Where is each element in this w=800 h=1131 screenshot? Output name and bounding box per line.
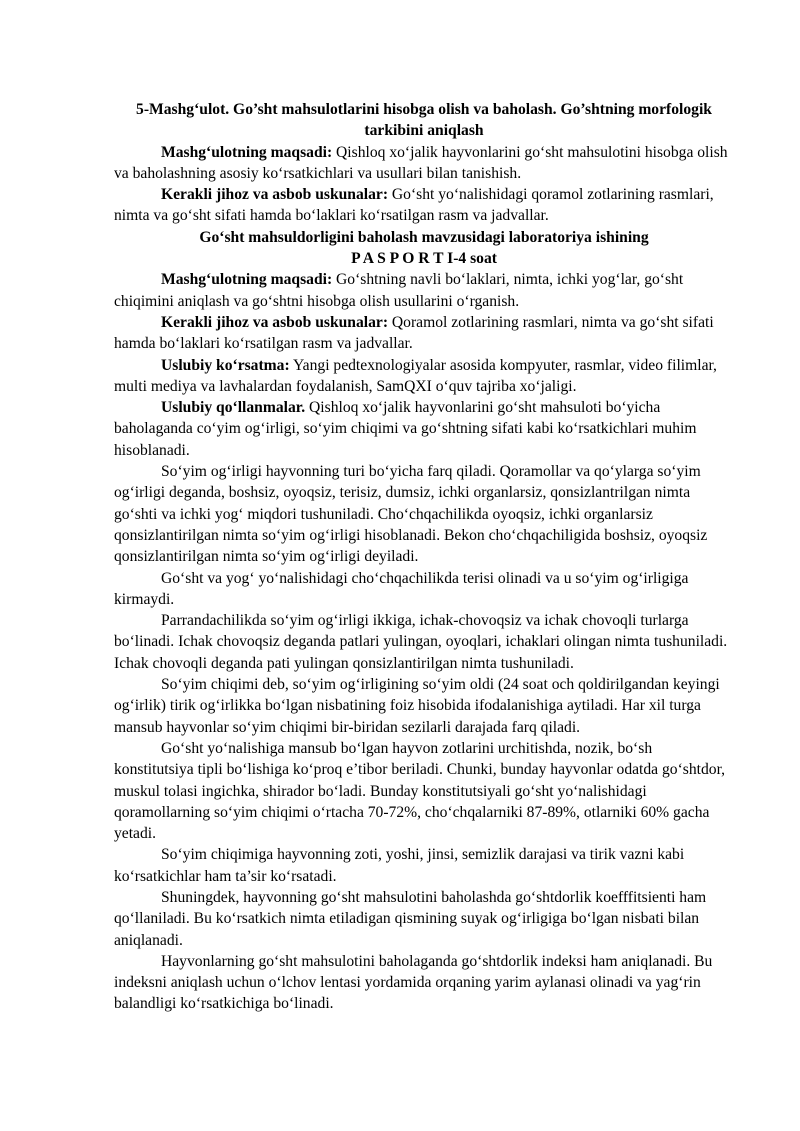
goal-label: Mashg‘ulotning maqsadi:: [161, 143, 333, 161]
paragraph-lab-goal: [114, 269, 734, 312]
paragraph-meatiness-index: Hayvonlarning go‘sht mahsulotini baholaganda go‘shtdorlik indeksi ham aniqlanadi. Bu indeksni aniqlash uchun o‘lchov lentasi yordamida orqaning yarim aylanasi olinadi va yag‘rin balandligi ko‘rsatkichiga bo‘linadi.: [114, 952, 713, 1013]
goal-text: Qishloq xo‘jalik hayvonlarini go‘sht mahsulotini hisobga olish va baholashning asosiy ko‘rsatkichlari va usullari bilan tanishish.: [114, 143, 728, 182]
lab-equipment-label: Kerakli jihoz va asbob uskunalar:: [161, 313, 389, 331]
method-manuals-label: Uslubiy qo‘llanmalar.: [161, 399, 306, 417]
paragraph-poultry: Parrandachilikda so‘yim og‘irligi ikkiga, ichak-chovoqsiz va ichak chovoqli turlarga bo‘linadi. Ichak chovoqsiz deganda patlari yulingan, oyoqlari, ichaklari olingan nimta tushuniladi. Ichak chovoqli deganda pati yulingan qonsizlantirilgan nimta tushuniladi.: [114, 612, 728, 672]
paragraph-method-manuals: [114, 397, 734, 461]
lab-equipment-text: Qoramol zotlarining rasmlari, nimta va go‘sht sifati hamda bo‘laklari ko‘rsatilgan rasm va jadvallar.: [114, 313, 714, 353]
paragraph-method-guidance: [114, 355, 734, 398]
method-manuals-text: Qishloq xo‘jalik hayvonlarini go‘sht mahsuloti bo‘yicha baholaganda co‘yim og‘irligi, so‘yim chiqimi va go‘shtning sifati kabi ko‘rsatkichlari muhim hisoblanadi.: [114, 399, 697, 459]
document-page: [114, 99, 734, 1015]
document-title: 5-Mashg‘ulot. Go’sht mahsulotlarini hisobga olish va baholash. Go’shtning morfologik tarkibini aniqlash: [136, 101, 712, 140]
paragraph-yield-factors: So‘yim chiqimiga hayvonning zoti, yoshi, jinsi, semizlik darajasi va tirik vazni kabi ko‘rsatkichlar ham ta’sir ko‘rsatadi.: [114, 846, 685, 885]
section-heading: Go‘sht mahsuldorligini baholash mavzusidagi laboratoriya ishining: [199, 228, 649, 246]
paragraph-slaughter-yield: So‘yim chiqimi deb, so‘yim og‘irligining so‘yim oldi (24 soat och qoldirilgandan keyingi og‘irlik) tirik og‘irlikka bo‘lgan nisbatining foiz hisobida ifodalanishiga aytiladi. Har xil turga mansub hayvonlar so‘yim chiqimi bir-biridan sezilarli darajada farq qiladi.: [114, 676, 720, 736]
method-guidance-label: Uslubiy ko‘rsatma:: [161, 356, 290, 374]
section-subheading: P A S P O R T I-4 soat: [351, 250, 497, 268]
equipment-label: Kerakli jihoz va asbob uskunalar:: [161, 186, 389, 204]
method-guidance-text: Yangi pedtexnologiyalar asosida kompyuter, rasmlar, video filimlar, multi mediya va lavhalardan foydalanish, SamQXI o‘quv tajriba xo‘jaligi.: [114, 356, 717, 395]
paragraph-slaughter-weight: So‘yim og‘irligi hayvonning turi bo‘yicha farq qiladi. Qoramollar va qo‘ylarga so‘yim og‘irligi deganda, boshsiz, oyoqsiz, terisiz, dumsiz, ichki organlarsiz, qonsizlantrilgan nimta go‘shti va ichki yog‘ miqdori tushuniladi. Cho‘chqachilikda oyoqsiz, ichki organlarsiz qonsizlantirilgan nimta so‘yim og‘irligi hisoblanadi. Bekon cho‘chqachiligida boshsiz, oyoqsiz qonsizlantirilgan nimta so‘yim og‘irligi deyiladi.: [114, 463, 708, 566]
paragraph-equipment: [114, 184, 734, 227]
lab-goal-label: Mashg‘ulotning maqsadi:: [161, 271, 333, 289]
paragraph-pig-skin: Go‘sht va yog‘ yo‘nalishidagi cho‘chqachilikda terisi olinadi va u so‘yim og‘irligiga kirmaydi.: [114, 569, 689, 608]
paragraph-meatiness-coefficient: Shuningdek, hayvonning go‘sht mahsulotini baholashda go‘shtdorlik koefffitsienti ham qo‘llaniladi. Bu ko‘rsatkich nimta etiladigan qismining suyak og‘irligiga bo‘lgan nisbati bilan aniqlanadi.: [114, 888, 707, 949]
paragraph-goal: [114, 142, 734, 185]
paragraph-lab-equipment: [114, 312, 734, 355]
paragraph-breeds: Go‘sht yo‘nalishiga mansub bo‘lgan hayvon zotlarini urchitishda, nozik, bo‘sh konstitutsiya tipli bo‘lishiga ko‘proq e’tibor beriladi. Chunki, bunday hayvonlar odatda go‘shtdor, muskul tolasi ingichka, shirador bo‘ladi. Bunday konstitutsiyali go‘sht yo‘nalishidagi qoramollarning so‘yim chiqimi o‘rtacha 70-72%, cho‘chqalarniki 87-89%, otlarniki 60% gacha yetadi.: [114, 739, 726, 843]
equipment-text: Go‘sht yo‘nalishidagi qoramol zotlarining rasmlari, nimta va go‘sht sifati hamda bo‘laklari ko‘rsatilgan rasm va jadvallar.: [114, 186, 714, 225]
lab-goal-text: Go‘shtning navli bo‘laklari, nimta, ichki yog‘lar, go‘sht chiqimini aniqlash va go‘shtni hisobga olish usullarini o‘rganish.: [114, 271, 684, 310]
